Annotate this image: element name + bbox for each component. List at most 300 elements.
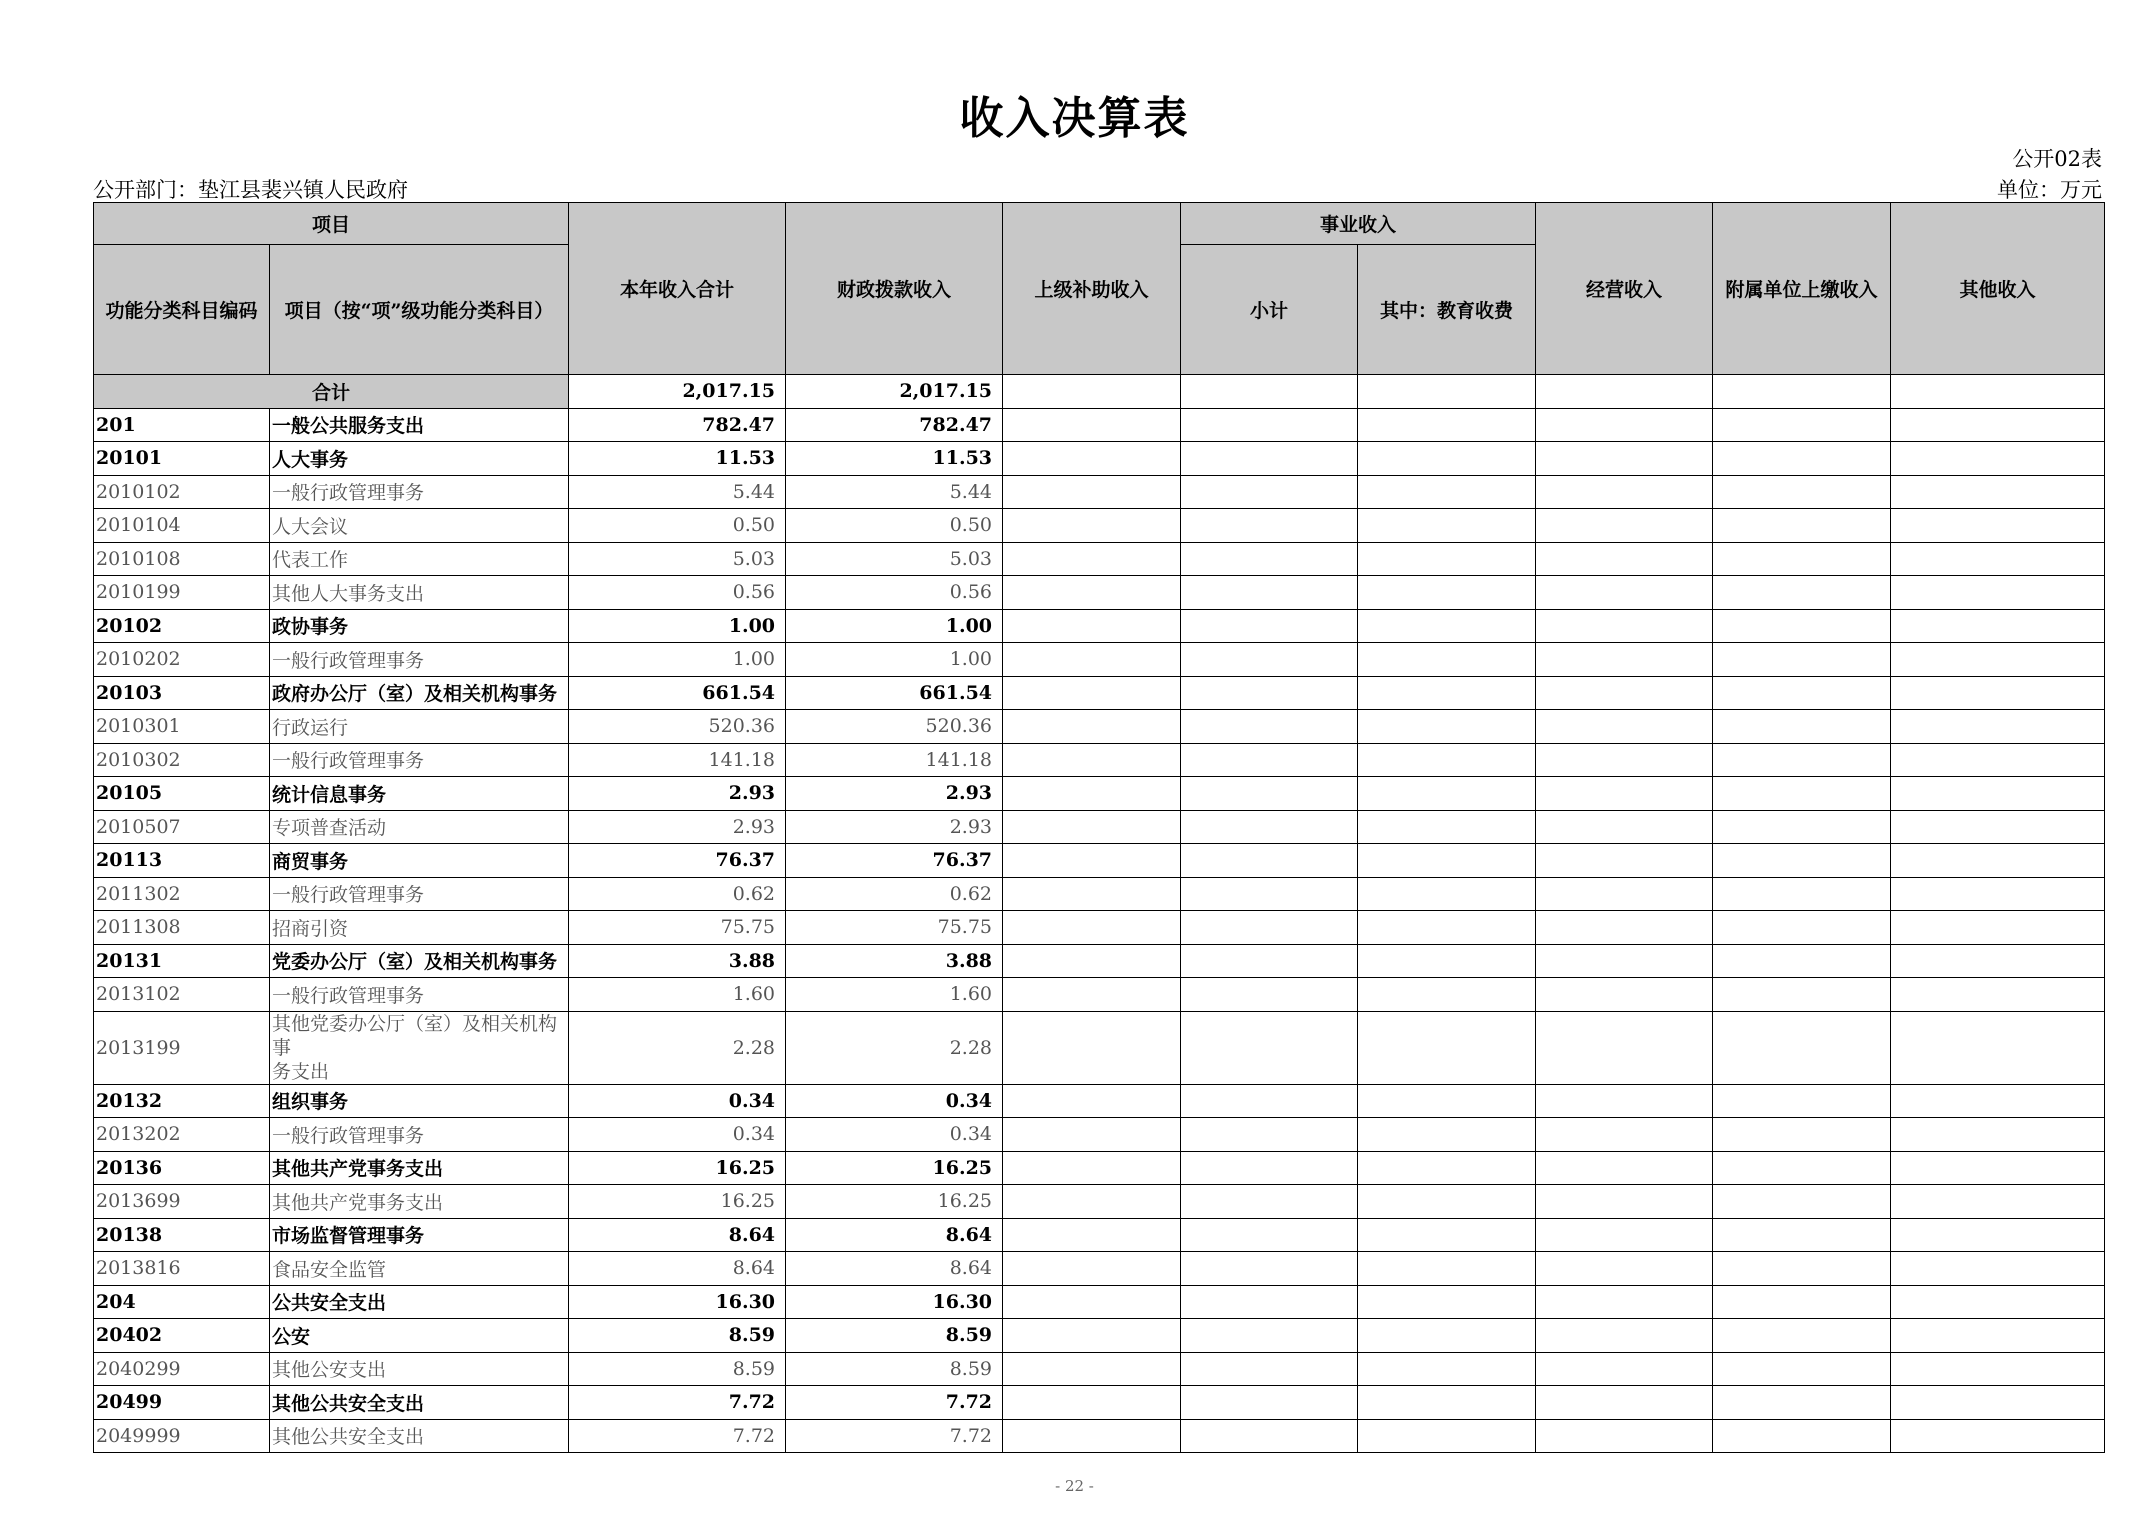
empty-cell bbox=[1181, 676, 1358, 710]
row-total: 7.72 bbox=[569, 1386, 786, 1420]
empty-cell bbox=[1891, 475, 2105, 509]
row-total: 2.93 bbox=[569, 810, 786, 844]
row-total: 2.93 bbox=[569, 777, 786, 811]
empty-cell bbox=[1536, 676, 1713, 710]
empty-cell bbox=[1181, 777, 1358, 811]
empty-cell bbox=[1181, 844, 1358, 878]
empty-cell bbox=[1358, 1252, 1536, 1286]
empty-cell bbox=[1536, 1319, 1713, 1353]
row-name: 政协事务 bbox=[270, 609, 569, 643]
row-name: 其他公安支出 bbox=[270, 1352, 569, 1386]
row-name: 组织事务 bbox=[270, 1084, 569, 1118]
empty-cell bbox=[1181, 1252, 1358, 1286]
table-row bbox=[94, 475, 2105, 509]
empty-cell bbox=[1358, 676, 1536, 710]
income-table bbox=[93, 202, 2105, 1453]
empty-cell bbox=[1713, 609, 1891, 643]
row-name-line: 其他党委办公厅（室）及相关机构事 bbox=[272, 1012, 558, 1059]
row-total: 141.18 bbox=[569, 743, 786, 777]
row-fiscal: 2.28 bbox=[786, 1011, 1003, 1084]
table-row bbox=[94, 1011, 2105, 1084]
row-code: 2010104 bbox=[94, 509, 270, 543]
empty-cell bbox=[1003, 475, 1181, 509]
empty-cell bbox=[1358, 1118, 1536, 1152]
table-row bbox=[94, 1285, 2105, 1319]
row-code: 2011302 bbox=[94, 877, 270, 911]
empty-cell bbox=[1713, 877, 1891, 911]
empty-cell bbox=[1713, 1011, 1891, 1084]
empty-cell bbox=[1003, 710, 1181, 744]
row-code: 2010102 bbox=[94, 475, 270, 509]
empty-cell bbox=[1003, 609, 1181, 643]
row-name bbox=[270, 1011, 569, 1084]
table-row bbox=[94, 1118, 2105, 1152]
row-name: 党委办公厅（室）及相关机构事务 bbox=[270, 944, 569, 978]
row-code: 2013699 bbox=[94, 1185, 270, 1219]
empty-cell bbox=[1181, 408, 1358, 442]
row-name: 其他人大事务支出 bbox=[270, 576, 569, 610]
row-total: 16.30 bbox=[569, 1285, 786, 1319]
empty-cell bbox=[1003, 1319, 1181, 1353]
empty-cell bbox=[1713, 408, 1891, 442]
empty-cell bbox=[1003, 911, 1181, 945]
empty-cell bbox=[1536, 609, 1713, 643]
empty-cell bbox=[1358, 442, 1536, 476]
table-row bbox=[94, 810, 2105, 844]
row-name: 一般公共服务支出 bbox=[270, 408, 569, 442]
row-fiscal: 11.53 bbox=[786, 442, 1003, 476]
table-row bbox=[94, 643, 2105, 677]
empty-cell bbox=[1003, 509, 1181, 543]
row-name: 专项普查活动 bbox=[270, 810, 569, 844]
empty-cell bbox=[1713, 1386, 1891, 1420]
row-fiscal: 75.75 bbox=[786, 911, 1003, 945]
row-name: 一般行政管理事务 bbox=[270, 978, 569, 1012]
total-row bbox=[94, 375, 2105, 409]
empty-cell bbox=[1713, 777, 1891, 811]
empty-cell bbox=[1713, 676, 1891, 710]
empty-cell bbox=[1536, 542, 1713, 576]
empty-cell bbox=[1713, 509, 1891, 543]
row-fiscal: 141.18 bbox=[786, 743, 1003, 777]
header-subtotal: 小计 bbox=[1181, 245, 1358, 375]
empty-cell bbox=[1891, 710, 2105, 744]
header-business: 事业收入 bbox=[1181, 203, 1536, 245]
row-code: 2010301 bbox=[94, 710, 270, 744]
header-superior: 上级补助收入 bbox=[1003, 203, 1181, 375]
department-label: 公开部门：垫江县裴兴镇人民政府 bbox=[93, 178, 408, 202]
table-row bbox=[94, 978, 2105, 1012]
empty-cell bbox=[1358, 944, 1536, 978]
empty-cell bbox=[1891, 743, 2105, 777]
empty-cell bbox=[1358, 1319, 1536, 1353]
empty-cell bbox=[1891, 542, 2105, 576]
empty-cell bbox=[1713, 1185, 1891, 1219]
empty-cell bbox=[1891, 1352, 2105, 1386]
empty-cell bbox=[1181, 978, 1358, 1012]
table-row bbox=[94, 1386, 2105, 1420]
row-code: 20101 bbox=[94, 442, 270, 476]
table-row bbox=[94, 743, 2105, 777]
row-fiscal: 1.60 bbox=[786, 978, 1003, 1012]
empty-cell bbox=[1181, 1319, 1358, 1353]
table-row bbox=[94, 1352, 2105, 1386]
form-number: 公开02表 bbox=[2012, 147, 2102, 171]
total-fiscal: 2,017.15 bbox=[786, 375, 1003, 409]
row-code: 20499 bbox=[94, 1386, 270, 1420]
empty-cell bbox=[1003, 1386, 1181, 1420]
row-total: 782.47 bbox=[569, 408, 786, 442]
row-name: 一般行政管理事务 bbox=[270, 475, 569, 509]
row-name: 其他公共安全支出 bbox=[270, 1419, 569, 1453]
empty-cell bbox=[1713, 1352, 1891, 1386]
row-name: 公共安全支出 bbox=[270, 1285, 569, 1319]
empty-cell bbox=[1181, 1118, 1358, 1152]
empty-cell bbox=[1181, 643, 1358, 677]
row-total: 5.44 bbox=[569, 475, 786, 509]
row-fiscal: 0.34 bbox=[786, 1118, 1003, 1152]
empty-cell bbox=[1358, 911, 1536, 945]
empty-cell bbox=[1181, 1218, 1358, 1252]
row-fiscal: 5.03 bbox=[786, 542, 1003, 576]
empty-cell bbox=[1713, 710, 1891, 744]
row-total: 8.59 bbox=[569, 1319, 786, 1353]
header-item: 项目 bbox=[94, 203, 569, 245]
empty-cell bbox=[1713, 1084, 1891, 1118]
empty-cell bbox=[1536, 978, 1713, 1012]
row-total: 16.25 bbox=[569, 1151, 786, 1185]
table-row bbox=[94, 844, 2105, 878]
empty-cell bbox=[1358, 1285, 1536, 1319]
empty-cell bbox=[1713, 1118, 1891, 1152]
row-total: 8.59 bbox=[569, 1352, 786, 1386]
empty-cell bbox=[1536, 743, 1713, 777]
row-name: 其他共产党事务支出 bbox=[270, 1185, 569, 1219]
row-total: 0.56 bbox=[569, 576, 786, 610]
row-code: 204 bbox=[94, 1285, 270, 1319]
row-fiscal: 520.36 bbox=[786, 710, 1003, 744]
empty-cell bbox=[1891, 1218, 2105, 1252]
empty-cell bbox=[1536, 408, 1713, 442]
row-code: 20402 bbox=[94, 1319, 270, 1353]
empty-cell bbox=[1891, 609, 2105, 643]
empty-cell bbox=[1536, 1218, 1713, 1252]
row-total: 0.34 bbox=[569, 1118, 786, 1152]
row-name: 一般行政管理事务 bbox=[270, 877, 569, 911]
empty-cell bbox=[1003, 877, 1181, 911]
empty-cell bbox=[1358, 1419, 1536, 1453]
empty-cell bbox=[1536, 475, 1713, 509]
empty-cell bbox=[1536, 844, 1713, 878]
empty-cell bbox=[1003, 1084, 1181, 1118]
total-amount: 2,017.15 bbox=[569, 375, 786, 409]
empty-cell bbox=[1003, 1185, 1181, 1219]
empty-cell bbox=[1003, 408, 1181, 442]
row-name: 政府办公厅（室）及相关机构事务 bbox=[270, 676, 569, 710]
empty-cell bbox=[1713, 1252, 1891, 1286]
empty-cell bbox=[1891, 777, 2105, 811]
empty-cell bbox=[1891, 676, 2105, 710]
empty-cell bbox=[1358, 1386, 1536, 1420]
row-total: 1.00 bbox=[569, 609, 786, 643]
row-fiscal: 5.44 bbox=[786, 475, 1003, 509]
row-total: 0.62 bbox=[569, 877, 786, 911]
row-code: 2010108 bbox=[94, 542, 270, 576]
empty-cell bbox=[1713, 743, 1891, 777]
row-fiscal: 2.93 bbox=[786, 810, 1003, 844]
row-total: 8.64 bbox=[569, 1218, 786, 1252]
empty-cell bbox=[1891, 844, 2105, 878]
empty-cell bbox=[1003, 1252, 1181, 1286]
empty-cell bbox=[1891, 1118, 2105, 1152]
row-total: 75.75 bbox=[569, 911, 786, 945]
empty-cell bbox=[1891, 509, 2105, 543]
empty-cell bbox=[1891, 1252, 2105, 1286]
table-row bbox=[94, 710, 2105, 744]
empty-cell bbox=[1358, 1352, 1536, 1386]
table-row bbox=[94, 1185, 2105, 1219]
row-name: 其他共产党事务支出 bbox=[270, 1151, 569, 1185]
row-fiscal: 7.72 bbox=[786, 1386, 1003, 1420]
row-fiscal: 0.50 bbox=[786, 509, 1003, 543]
empty-cell bbox=[1181, 1151, 1358, 1185]
empty-cell bbox=[1003, 576, 1181, 610]
table-row bbox=[94, 911, 2105, 945]
empty-cell bbox=[1358, 542, 1536, 576]
empty-cell bbox=[1891, 1319, 2105, 1353]
row-total: 1.00 bbox=[569, 643, 786, 677]
row-total: 16.25 bbox=[569, 1185, 786, 1219]
empty-cell bbox=[1891, 944, 2105, 978]
row-fiscal: 76.37 bbox=[786, 844, 1003, 878]
empty-cell bbox=[1358, 844, 1536, 878]
row-code: 20105 bbox=[94, 777, 270, 811]
empty-cell bbox=[1181, 509, 1358, 543]
header-edu: 其中：教育收费 bbox=[1358, 245, 1536, 375]
empty-cell bbox=[1713, 1218, 1891, 1252]
empty-cell bbox=[1536, 442, 1713, 476]
row-total: 7.72 bbox=[569, 1419, 786, 1453]
row-name: 人大事务 bbox=[270, 442, 569, 476]
empty-cell bbox=[1358, 777, 1536, 811]
table-row bbox=[94, 609, 2105, 643]
table-row bbox=[94, 777, 2105, 811]
row-name: 一般行政管理事务 bbox=[270, 1118, 569, 1152]
row-total: 661.54 bbox=[569, 676, 786, 710]
header-code: 功能分类科目编码 bbox=[94, 245, 270, 375]
empty-cell bbox=[1003, 1011, 1181, 1084]
row-code: 20132 bbox=[94, 1084, 270, 1118]
header-fiscal: 财政拨款收入 bbox=[786, 203, 1003, 375]
empty-cell bbox=[1891, 911, 2105, 945]
empty-cell bbox=[1891, 1285, 2105, 1319]
row-fiscal: 1.00 bbox=[786, 643, 1003, 677]
row-total: 11.53 bbox=[569, 442, 786, 476]
empty-cell bbox=[1003, 743, 1181, 777]
empty-cell bbox=[1891, 877, 2105, 911]
page-number: - 22 - bbox=[1055, 1477, 1094, 1495]
row-name: 商贸事务 bbox=[270, 844, 569, 878]
row-code: 201 bbox=[94, 408, 270, 442]
row-name-line: 务支出 bbox=[272, 1060, 330, 1083]
row-name: 公安 bbox=[270, 1319, 569, 1353]
empty-cell bbox=[1891, 810, 2105, 844]
empty-cell bbox=[1891, 1185, 2105, 1219]
empty-cell bbox=[1003, 777, 1181, 811]
row-fiscal: 661.54 bbox=[786, 676, 1003, 710]
row-code: 2049999 bbox=[94, 1419, 270, 1453]
empty-cell bbox=[1358, 509, 1536, 543]
empty-cell bbox=[1891, 1151, 2105, 1185]
empty-cell bbox=[1181, 475, 1358, 509]
empty-cell bbox=[1358, 1218, 1536, 1252]
row-fiscal: 1.00 bbox=[786, 609, 1003, 643]
row-code: 2010507 bbox=[94, 810, 270, 844]
row-code: 20131 bbox=[94, 944, 270, 978]
empty-cell bbox=[1003, 1419, 1181, 1453]
empty-cell bbox=[1003, 676, 1181, 710]
empty-cell bbox=[1891, 1011, 2105, 1084]
empty-cell bbox=[1003, 1218, 1181, 1252]
row-total: 0.50 bbox=[569, 509, 786, 543]
row-name: 统计信息事务 bbox=[270, 777, 569, 811]
empty-cell bbox=[1181, 1386, 1358, 1420]
empty-cell bbox=[1536, 877, 1713, 911]
row-total: 0.34 bbox=[569, 1084, 786, 1118]
row-fiscal: 8.59 bbox=[786, 1319, 1003, 1353]
row-fiscal: 8.64 bbox=[786, 1218, 1003, 1252]
empty-cell bbox=[1181, 442, 1358, 476]
empty-cell bbox=[1891, 1084, 2105, 1118]
empty-cell bbox=[1713, 911, 1891, 945]
empty-cell bbox=[1358, 877, 1536, 911]
row-fiscal: 782.47 bbox=[786, 408, 1003, 442]
row-total: 3.88 bbox=[569, 944, 786, 978]
row-code: 2010302 bbox=[94, 743, 270, 777]
empty-cell bbox=[1358, 1151, 1536, 1185]
empty-cell bbox=[1181, 1285, 1358, 1319]
header-other: 其他收入 bbox=[1891, 203, 2105, 375]
empty-cell bbox=[1891, 442, 2105, 476]
unit-label: 单位：万元 bbox=[1997, 178, 2102, 202]
table-row bbox=[94, 1084, 2105, 1118]
empty-cell bbox=[1181, 1185, 1358, 1219]
row-name: 代表工作 bbox=[270, 542, 569, 576]
empty-cell bbox=[1536, 509, 1713, 543]
empty-cell bbox=[1536, 1386, 1713, 1420]
empty-cell bbox=[1181, 576, 1358, 610]
table-row bbox=[94, 1252, 2105, 1286]
empty-cell bbox=[1181, 1419, 1358, 1453]
empty-cell bbox=[1003, 944, 1181, 978]
row-code: 2010202 bbox=[94, 643, 270, 677]
row-code: 2010199 bbox=[94, 576, 270, 610]
row-total: 1.60 bbox=[569, 978, 786, 1012]
row-code: 2040299 bbox=[94, 1352, 270, 1386]
empty-cell bbox=[1003, 844, 1181, 878]
row-name: 一般行政管理事务 bbox=[270, 643, 569, 677]
header-name: 项目（按“项”级功能分类科目） bbox=[270, 245, 569, 375]
empty-cell bbox=[1536, 1011, 1713, 1084]
empty-cell bbox=[1358, 475, 1536, 509]
row-total: 5.03 bbox=[569, 542, 786, 576]
table-row bbox=[94, 509, 2105, 543]
empty-cell bbox=[1181, 944, 1358, 978]
empty-cell bbox=[1713, 1151, 1891, 1185]
empty-cell bbox=[1003, 442, 1181, 476]
table-row bbox=[94, 1319, 2105, 1353]
empty-cell bbox=[1358, 1185, 1536, 1219]
empty-cell bbox=[1713, 475, 1891, 509]
empty-cell bbox=[1536, 643, 1713, 677]
empty-cell bbox=[1891, 1419, 2105, 1453]
empty-cell bbox=[1181, 1011, 1358, 1084]
empty-cell bbox=[1358, 810, 1536, 844]
row-fiscal: 2.93 bbox=[786, 777, 1003, 811]
empty-cell bbox=[1713, 542, 1891, 576]
row-fiscal: 3.88 bbox=[786, 944, 1003, 978]
empty-cell bbox=[1713, 1285, 1891, 1319]
row-fiscal: 0.34 bbox=[786, 1084, 1003, 1118]
empty-cell bbox=[1536, 810, 1713, 844]
row-fiscal: 16.30 bbox=[786, 1285, 1003, 1319]
empty-cell bbox=[1181, 743, 1358, 777]
empty-cell bbox=[1536, 576, 1713, 610]
empty-cell bbox=[1358, 743, 1536, 777]
empty-cell bbox=[1358, 1011, 1536, 1084]
empty-cell bbox=[1358, 609, 1536, 643]
table-row bbox=[94, 542, 2105, 576]
empty-cell bbox=[1536, 1285, 1713, 1319]
row-total: 2.28 bbox=[569, 1011, 786, 1084]
row-fiscal: 16.25 bbox=[786, 1185, 1003, 1219]
empty-cell bbox=[1536, 1185, 1713, 1219]
header-operating: 经营收入 bbox=[1536, 203, 1713, 375]
empty-cell bbox=[1891, 576, 2105, 610]
table-row bbox=[94, 576, 2105, 610]
row-fiscal: 8.59 bbox=[786, 1352, 1003, 1386]
row-name: 食品安全监管 bbox=[270, 1252, 569, 1286]
empty-cell bbox=[1713, 1419, 1891, 1453]
empty-cell bbox=[1181, 1352, 1358, 1386]
row-total: 520.36 bbox=[569, 710, 786, 744]
empty-cell bbox=[1713, 643, 1891, 677]
table-row bbox=[94, 442, 2105, 476]
total-label: 合计 bbox=[94, 375, 569, 409]
empty-cell bbox=[1536, 1352, 1713, 1386]
empty-cell bbox=[1891, 1386, 2105, 1420]
empty-cell bbox=[1536, 710, 1713, 744]
empty-cell bbox=[1891, 978, 2105, 1012]
row-name: 市场监督管理事务 bbox=[270, 1218, 569, 1252]
row-fiscal: 0.56 bbox=[786, 576, 1003, 610]
empty-cell bbox=[1536, 777, 1713, 811]
row-code: 20102 bbox=[94, 609, 270, 643]
empty-cell bbox=[1536, 944, 1713, 978]
empty-cell bbox=[1003, 542, 1181, 576]
empty-cell bbox=[1181, 542, 1358, 576]
row-name: 人大会议 bbox=[270, 509, 569, 543]
row-name: 行政运行 bbox=[270, 710, 569, 744]
empty-cell bbox=[1003, 1285, 1181, 1319]
row-code: 20103 bbox=[94, 676, 270, 710]
row-code: 2013816 bbox=[94, 1252, 270, 1286]
table-row bbox=[94, 1419, 2105, 1453]
empty-cell bbox=[1003, 643, 1181, 677]
table-row bbox=[94, 944, 2105, 978]
row-name: 其他公共安全支出 bbox=[270, 1386, 569, 1420]
row-fiscal: 0.62 bbox=[786, 877, 1003, 911]
